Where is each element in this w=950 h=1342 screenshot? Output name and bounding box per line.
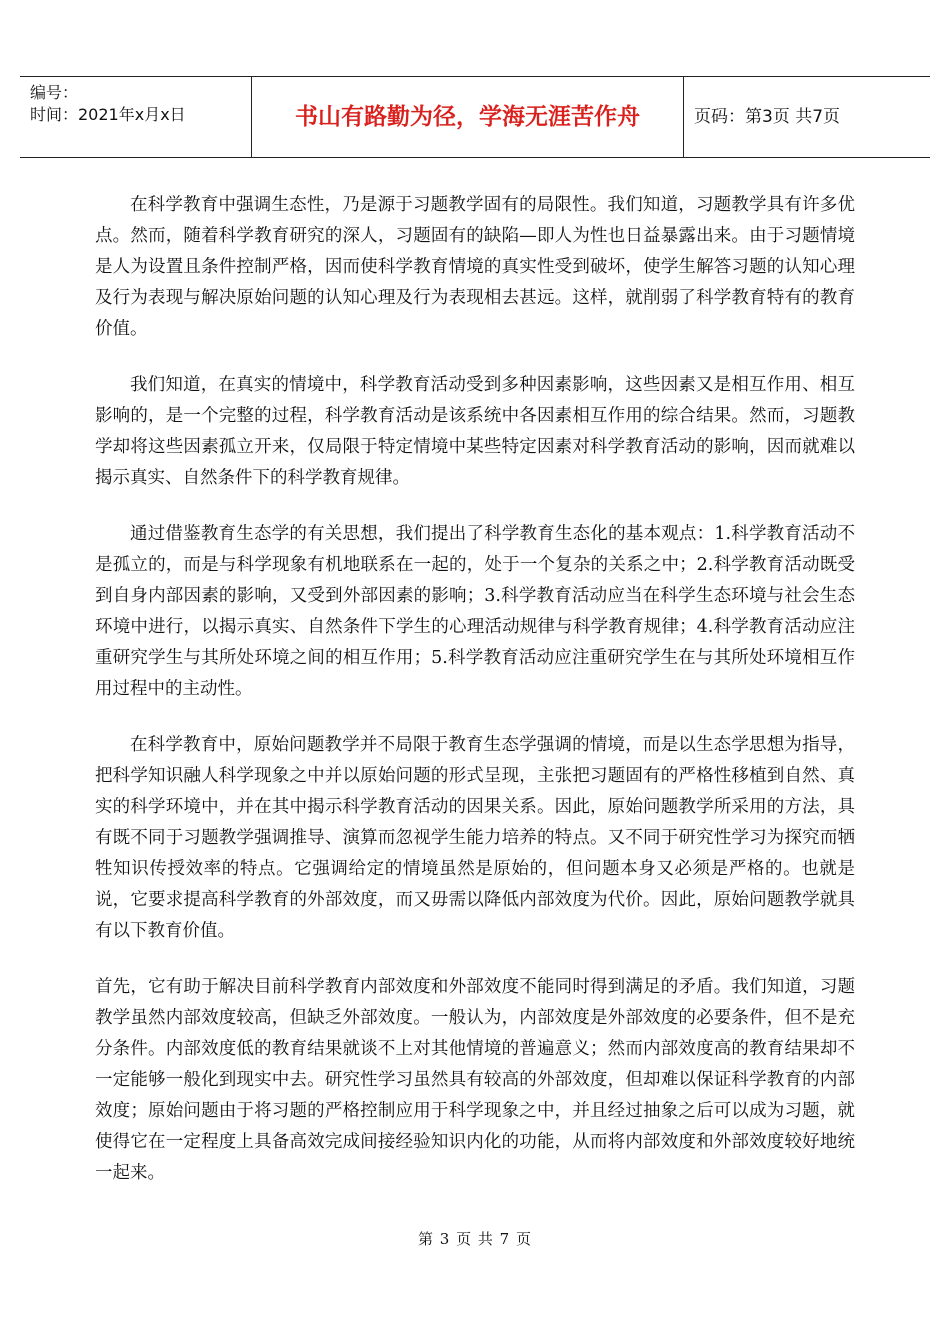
document-body [95,190,855,1214]
header-page-info: 页码：第3页 共7页 [694,106,841,127]
date-label: 时间：2021年x月x日 [30,105,186,124]
paragraph: 首先，它有助于解决目前科学教育内部效度和外部效度不能同时得到满足的矛盾。我们知道，习题教学虽然内部效度较高，但缺乏外部效度。一般认为，内部效度是外部效度的必要条件，但不是充分条件。内部效度低的教育结果就谈不上对其他情境的普遍意义；然而内部效度高的教育结果却不一定能够一般化到现实中去。研究性学习虽然具有较高的外部效度，但却难以保证科学教育的内部效度；原始问题由于将习题的严格控制应用于科学现象之中，并且经过抽象之后可以成为习题，就使得它在一定程度上具备高效完成间接经验知识内化的功能，从而将内部效度和外部效度较好地统一起来。 [95,977,855,1183]
header-meta-cell [20,77,252,157]
header-motto: 书山有路勤为径，学海无涯苦作舟 [252,77,684,157]
page-header [20,76,930,158]
paragraph: 在科学教育中，原始问题教学并不局限于教育生态学强调的情境，而是以生态学思想为指导，把科学知识融人科学现象之中并以原始问题的形式呈现，主张把习题固有的严格性移植到自然、真实的科学环境中，并在其中揭示科学教育活动的因果关系。因此，原始问题教学所采用的方法，具有既不同于习题教学强调推导、演算而忽视学生能力培养的特点。又不同于研究性学习为探究而牺牲知识传授效率的特点。它强调给定的情境虽然是原始的，但问题本身又必须是严格的。也就是说，它要求提高科学教育的外部效度，而又毋需以降低内部效度为代价。因此，原始问题教学就具有以下教育价值。 [95,735,855,941]
paragraph: 通过借鉴教育生态学的有关思想，我们提出了科学教育生态化的基本观点：1.科学教育活动不是孤立的，而是与科学现象有机地联系在一起的，处于一个复杂的关系之中；2.科学教育活动既受到自身内部因素的影响，又受到外部因素的影响；3.科学教育活动应当在科学生态环境与社会生态环境中进行，以揭示真实、自然条件下学生的心理活动规律与科学教育规律；4.科学教育活动应注重研究学生与其所处环境之间的相互作用；5.科学教育活动应注重研究学生在与其所处环境相互作用过程中的主动性。 [95,524,855,699]
page-footer: 第 3 页 共 7 页 [418,1230,532,1248]
serial-number-label: 编号： [30,83,79,102]
paragraph: 我们知道，在真实的情境中，科学教育活动受到多种因素影响，这些因素又是相互作用、相互影响的，是一个完整的过程，科学教育活动是该系统中各因素相互作用的综合结果。然而，习题教学却将这些因素孤立开来，仅局限于特定情境中某些特定因素对科学教育活动的影响，因而就难以揭示真实、自然条件下的科学教育规律。 [95,375,855,488]
paragraph: 在科学教育中强调生态性，乃是源于习题教学固有的局限性。我们知道，习题教学具有许多优点。然而，随着科学教育研究的深人，习题固有的缺陷—即人为性也日益暴露出来。由于习题情境是人为设置且条件控制严格，因而使科学教育情境的真实性受到破坏，使学生解答习题的认知心理及行为表现与解决原始问题的认知心理及行为表现相去甚远。这样，就削弱了科学教育特有的教育价值。 [95,195,855,339]
